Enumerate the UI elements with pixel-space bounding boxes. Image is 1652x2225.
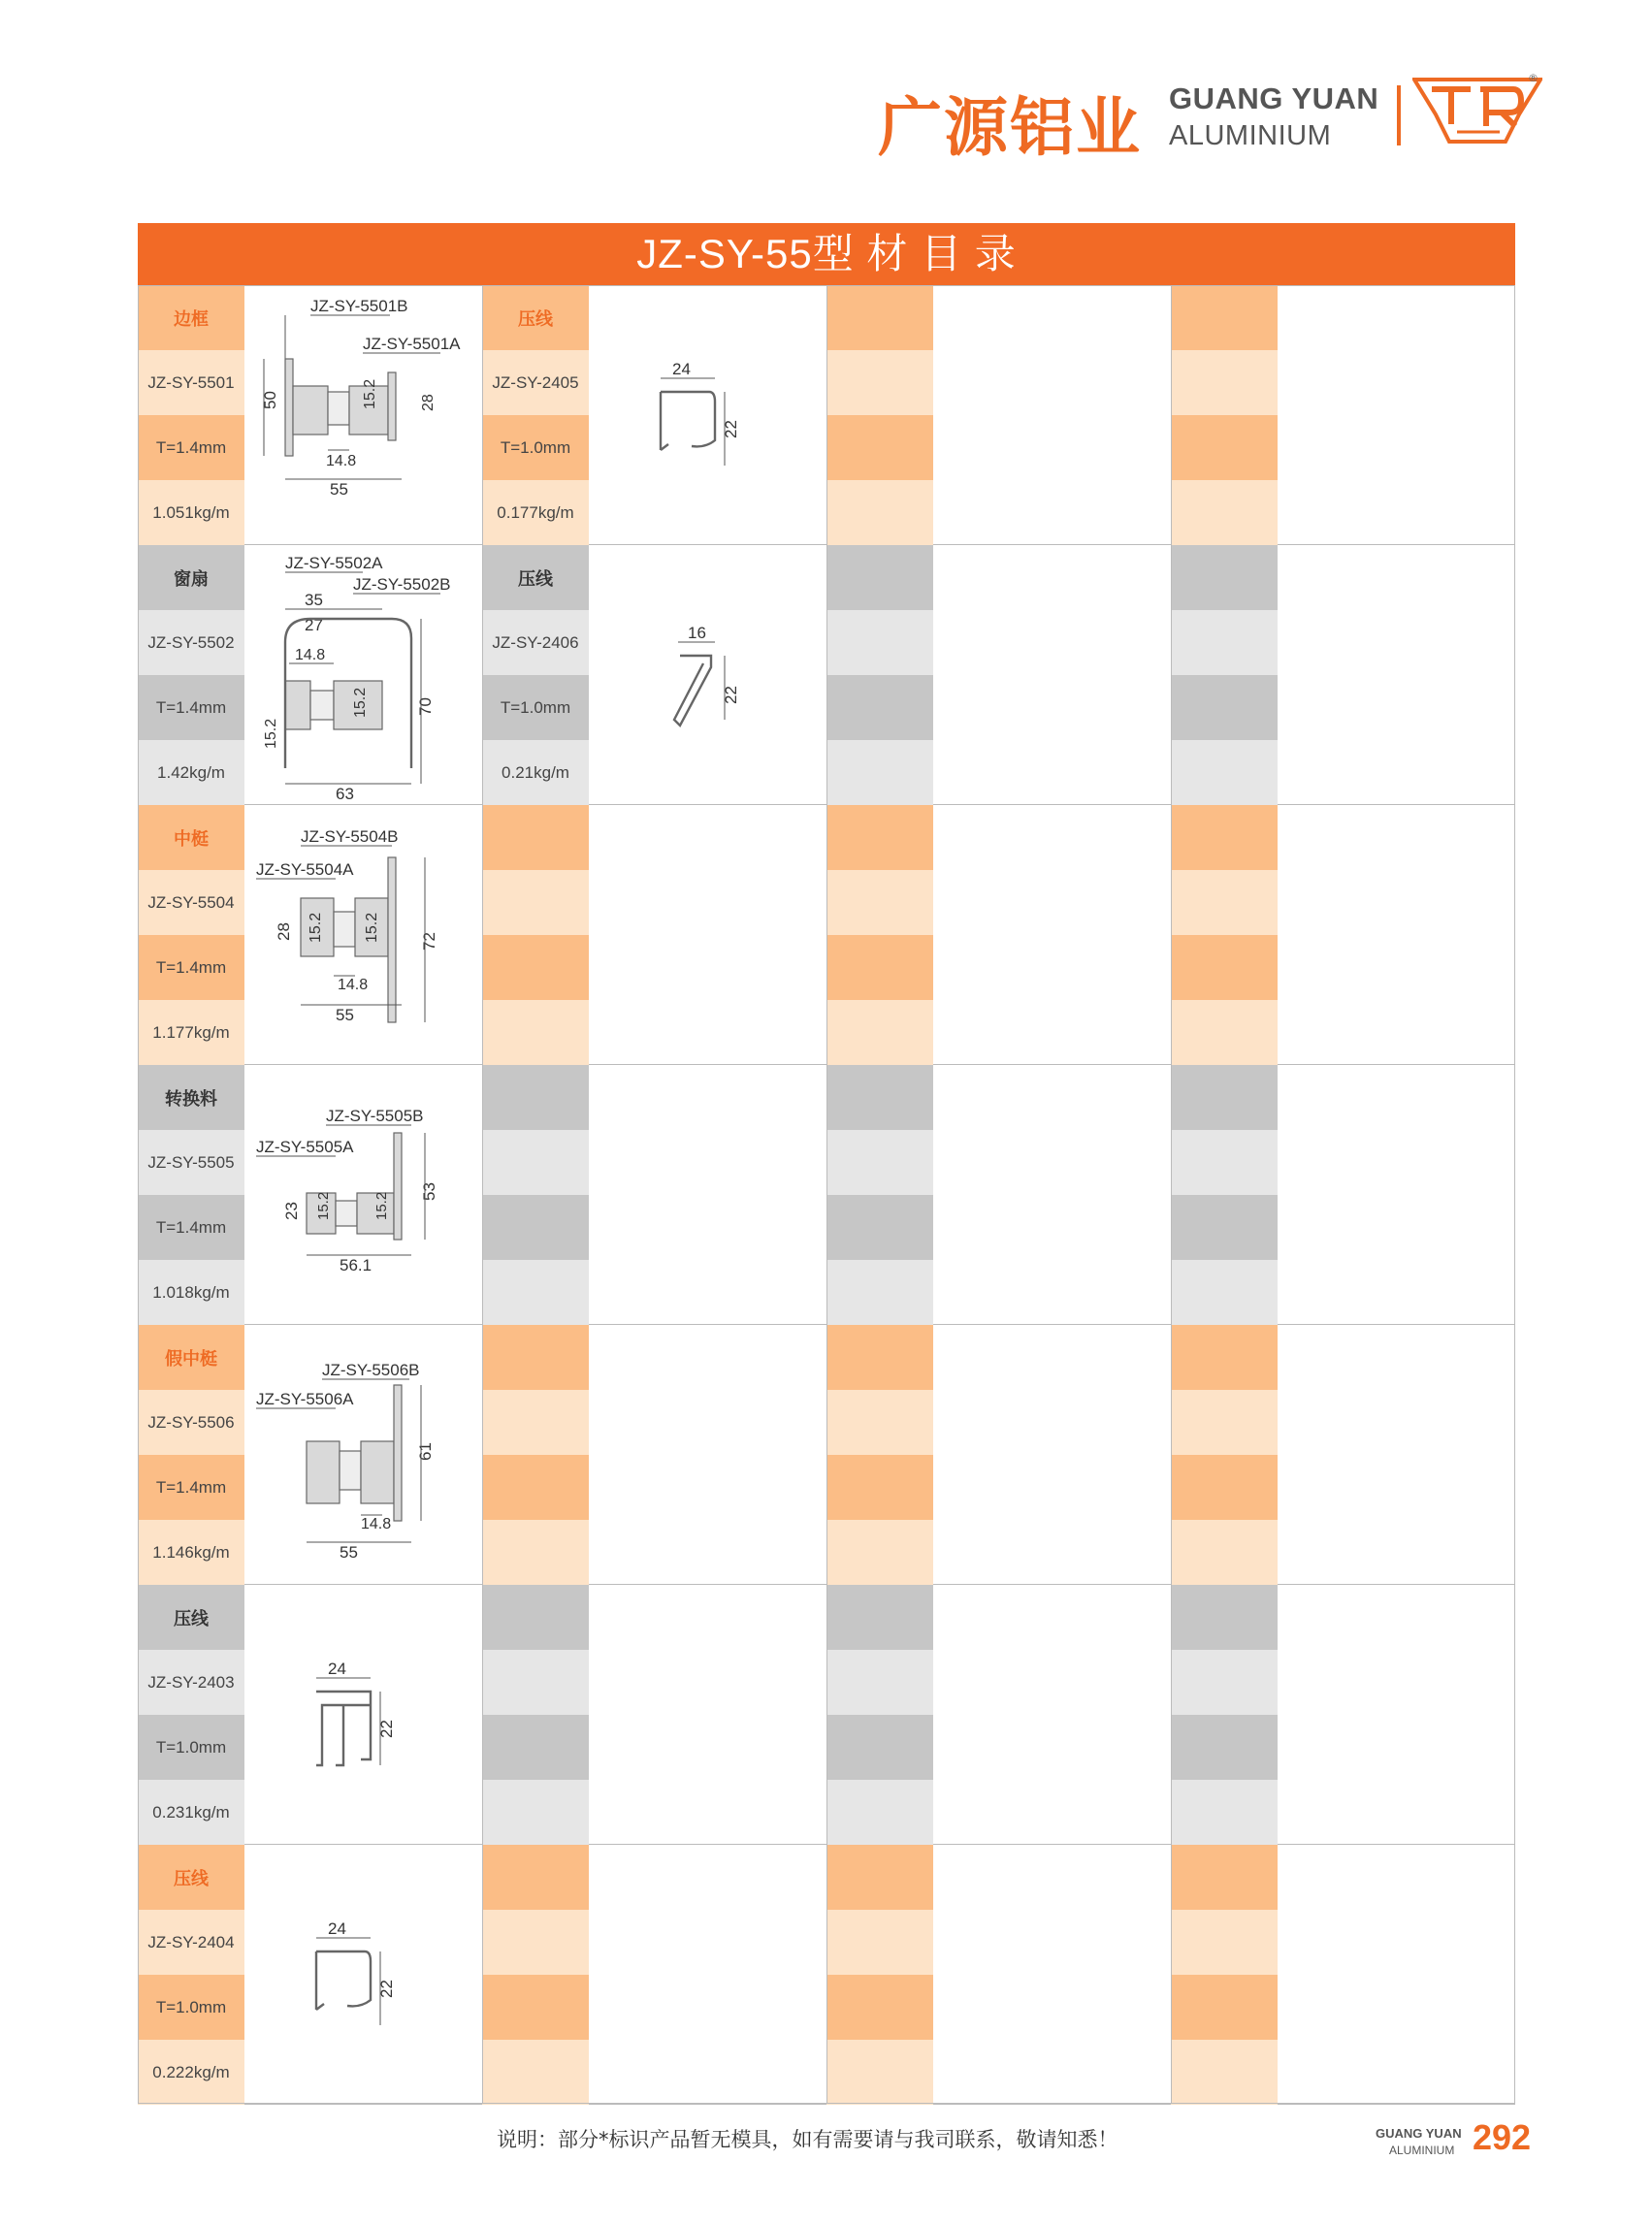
product-block	[826, 1585, 1171, 1845]
product-thickness	[1171, 1455, 1278, 1520]
product-name	[482, 1585, 589, 1650]
dimension-label: 15.2	[308, 912, 324, 943]
product-name: 压线	[482, 545, 589, 610]
product-name	[1171, 1585, 1278, 1650]
catalog-column	[482, 285, 826, 2104]
product-block	[826, 285, 1171, 545]
product-code	[482, 1650, 589, 1715]
product-thickness: T=1.4mm	[138, 1195, 244, 1260]
dimension-label: 22	[722, 420, 740, 438]
product-name	[482, 1845, 589, 1910]
profile-part-label: JZ-SY-5502A	[285, 554, 383, 572]
product-name	[1171, 1065, 1278, 1130]
product-weight	[826, 1520, 933, 1585]
product-weight	[482, 1780, 589, 1845]
profile-part-label: JZ-SY-5506A	[256, 1390, 354, 1408]
product-block	[482, 805, 826, 1065]
product-block	[1171, 1585, 1515, 1845]
product-code: JZ-SY-5506	[138, 1390, 244, 1455]
product-code	[1171, 1650, 1278, 1715]
product-name	[482, 1065, 589, 1130]
product-block	[1171, 285, 1515, 545]
brand-name-cn: 广源铝业	[878, 90, 1142, 165]
dimension-label: 14.8	[295, 647, 326, 663]
product-code	[826, 870, 933, 935]
dimension-label: 55	[330, 480, 348, 499]
product-name	[482, 1325, 589, 1390]
product-thickness	[1171, 415, 1278, 480]
product-thickness	[826, 1455, 933, 1520]
product-thickness	[482, 1455, 589, 1520]
dimension-label: 24	[672, 360, 691, 378]
product-thickness	[482, 1715, 589, 1780]
product-code	[482, 1910, 589, 1975]
product-weight: 0.21kg/m	[482, 740, 589, 805]
product-weight	[1171, 480, 1278, 545]
dimension-label: 14.8	[361, 1516, 392, 1532]
product-thickness: T=1.0mm	[138, 1715, 244, 1780]
product-code	[826, 610, 933, 675]
dimension-label: 15.2	[352, 687, 369, 718]
product-block	[482, 1845, 826, 2105]
product-name	[826, 285, 933, 350]
catalog-table	[138, 223, 1515, 2104]
product-name: 假中梃	[138, 1325, 244, 1390]
product-block	[1171, 1845, 1515, 2105]
product-block	[1171, 1325, 1515, 1585]
product-block	[138, 805, 482, 1065]
product-thickness	[826, 1975, 933, 2040]
product-block	[482, 1585, 826, 1845]
dimension-label: 22	[722, 686, 740, 704]
product-thickness	[826, 1715, 933, 1780]
product-thickness	[1171, 675, 1278, 740]
product-block	[138, 1585, 482, 1845]
product-weight	[482, 2040, 589, 2105]
profile-drawing	[246, 285, 481, 544]
product-code	[826, 1390, 933, 1455]
brand-name-en-line2: ALUMINIUM	[1169, 120, 1332, 151]
product-block	[1171, 805, 1515, 1065]
product-weight: 1.42kg/m	[138, 740, 244, 805]
product-weight	[482, 1520, 589, 1585]
product-thickness	[1171, 1715, 1278, 1780]
product-block	[826, 545, 1171, 805]
brand-divider	[1397, 85, 1401, 145]
product-weight	[1171, 1260, 1278, 1325]
dimension-label: 22	[377, 1980, 396, 1998]
dimension-label: 27	[305, 616, 323, 634]
catalog-column	[826, 285, 1171, 2104]
column-divider	[826, 285, 827, 2104]
registered-mark: ®	[1528, 72, 1539, 84]
dimension-label: 70	[416, 697, 435, 716]
product-weight	[826, 1260, 933, 1325]
product-name	[1171, 1325, 1278, 1390]
profile-part-label: JZ-SY-5505A	[256, 1138, 354, 1156]
product-block	[826, 1325, 1171, 1585]
footer-note: 说明：部分*标识产品暂无模具，如有需要请与我司联系，敬请知悉！	[497, 2128, 1118, 2151]
product-name: 压线	[482, 285, 589, 350]
brand-name-en-line1: GUANG YUAN	[1169, 81, 1379, 115]
product-weight	[1171, 1520, 1278, 1585]
dimension-label: 55	[336, 1006, 354, 1024]
product-weight	[482, 1000, 589, 1065]
dimension-label: 28	[420, 394, 437, 411]
product-weight: 0.231kg/m	[138, 1780, 244, 1845]
gy-logo-icon	[1412, 76, 1542, 145]
profile-drawing	[591, 285, 826, 544]
product-code	[1171, 1390, 1278, 1455]
product-thickness	[1171, 1975, 1278, 2040]
product-weight	[1171, 1780, 1278, 1845]
product-code: JZ-SY-2405	[482, 350, 589, 415]
product-weight	[1171, 1000, 1278, 1065]
product-block	[1171, 1065, 1515, 1325]
product-thickness	[482, 1975, 589, 2040]
profile-drawing	[246, 1845, 481, 2104]
profile-drawing	[246, 545, 481, 804]
product-weight	[826, 480, 933, 545]
product-name: 压线	[138, 1845, 244, 1910]
product-name: 转换料	[138, 1065, 244, 1130]
product-block	[138, 1065, 482, 1325]
profile-part-label: JZ-SY-5506B	[322, 1361, 420, 1379]
profile-part-label: JZ-SY-5505B	[326, 1107, 424, 1125]
dimension-label: 15.2	[315, 1191, 332, 1220]
product-code	[1171, 1910, 1278, 1975]
product-name	[826, 1845, 933, 1910]
product-weight: 0.222kg/m	[138, 2040, 244, 2105]
catalog-grid	[138, 285, 1515, 2104]
dimension-label: 22	[377, 1720, 396, 1738]
profile-part-label: JZ-SY-5501A	[363, 335, 461, 353]
product-code	[826, 1130, 933, 1195]
product-code	[1171, 350, 1278, 415]
product-code	[826, 1910, 933, 1975]
dimension-label: 15.2	[364, 912, 380, 943]
product-thickness: T=1.4mm	[138, 1455, 244, 1520]
product-name: 边框	[138, 285, 244, 350]
product-block	[826, 1845, 1171, 2105]
dimension-label: 50	[261, 391, 279, 409]
profile-drawing	[591, 545, 826, 804]
catalog-column	[1171, 285, 1515, 2104]
product-name	[826, 1325, 933, 1390]
dimension-label: 55	[340, 1543, 358, 1562]
product-name	[1171, 1845, 1278, 1910]
product-weight: 1.177kg/m	[138, 1000, 244, 1065]
product-code: JZ-SY-2404	[138, 1910, 244, 1975]
dimension-label: 56.1	[340, 1256, 373, 1274]
product-block	[482, 545, 826, 805]
page-number: 292	[1473, 2117, 1532, 2157]
product-name: 中梃	[138, 805, 244, 870]
product-code: JZ-SY-5505	[138, 1130, 244, 1195]
product-code: JZ-SY-5501	[138, 350, 244, 415]
product-name	[482, 805, 589, 870]
product-thickness: T=1.0mm	[482, 675, 589, 740]
product-name	[826, 545, 933, 610]
product-weight	[826, 2040, 933, 2105]
product-name	[1171, 285, 1278, 350]
profile-part-label: JZ-SY-5504B	[301, 827, 399, 846]
product-thickness: T=1.0mm	[138, 1975, 244, 2040]
product-code: JZ-SY-5504	[138, 870, 244, 935]
dimension-label: 53	[420, 1182, 438, 1201]
product-weight: 1.018kg/m	[138, 1260, 244, 1325]
profile-drawing	[246, 1585, 481, 1844]
product-weight: 1.051kg/m	[138, 480, 244, 545]
product-code	[1171, 870, 1278, 935]
product-name	[826, 1065, 933, 1130]
product-name: 窗扇	[138, 545, 244, 610]
product-thickness: T=1.4mm	[138, 675, 244, 740]
dimension-label: 28	[275, 922, 293, 941]
product-name	[826, 805, 933, 870]
dimension-label: 24	[328, 1660, 346, 1678]
product-thickness: T=1.4mm	[138, 415, 244, 480]
product-weight: 0.177kg/m	[482, 480, 589, 545]
product-code	[482, 1390, 589, 1455]
profile-part-label: JZ-SY-5501B	[310, 297, 408, 315]
dimension-label: 63	[336, 785, 354, 803]
product-code: JZ-SY-2403	[138, 1650, 244, 1715]
product-weight	[826, 1780, 933, 1845]
product-weight	[482, 1260, 589, 1325]
profile-drawing	[246, 1325, 481, 1584]
product-block	[1171, 545, 1515, 805]
product-name	[826, 1585, 933, 1650]
product-weight	[1171, 740, 1278, 805]
product-thickness: T=1.0mm	[482, 415, 589, 480]
dimension-label: 15.2	[373, 1191, 390, 1220]
profile-part-label: JZ-SY-5502B	[353, 575, 451, 594]
product-weight	[826, 1000, 933, 1065]
product-block	[826, 805, 1171, 1065]
dimension-label: 24	[328, 1919, 346, 1938]
product-thickness	[1171, 935, 1278, 1000]
product-thickness	[826, 415, 933, 480]
product-name	[1171, 545, 1278, 610]
product-weight	[1171, 2040, 1278, 2105]
product-thickness	[482, 935, 589, 1000]
product-code	[482, 870, 589, 935]
dimension-label: 15.2	[362, 378, 378, 409]
profile-part-label: JZ-SY-5504A	[256, 860, 354, 879]
product-name	[1171, 805, 1278, 870]
column-divider	[482, 285, 483, 2104]
dimension-label: 14.8	[326, 453, 357, 469]
product-thickness	[826, 675, 933, 740]
dimension-label: 23	[282, 1202, 301, 1220]
product-thickness	[482, 1195, 589, 1260]
catalog-column	[138, 285, 482, 2104]
product-thickness: T=1.4mm	[138, 935, 244, 1000]
product-weight	[826, 740, 933, 805]
product-thickness	[826, 1195, 933, 1260]
product-code	[482, 1130, 589, 1195]
product-block	[138, 285, 482, 545]
product-weight: 1.146kg/m	[138, 1520, 244, 1585]
dimension-label: 16	[688, 624, 706, 642]
product-block	[482, 285, 826, 545]
product-code	[1171, 1130, 1278, 1195]
product-code: JZ-SY-5502	[138, 610, 244, 675]
footer-brand-line2: ALUMINIUM	[1389, 2144, 1455, 2157]
profile-drawing	[246, 1065, 481, 1324]
dimension-label: 15.2	[263, 718, 279, 749]
dimension-label: 35	[305, 591, 323, 609]
product-block	[826, 1065, 1171, 1325]
product-name: 压线	[138, 1585, 244, 1650]
footer-brand-line1: GUANG YUAN	[1376, 2126, 1462, 2141]
product-block	[138, 545, 482, 805]
product-thickness	[1171, 1195, 1278, 1260]
product-code	[1171, 610, 1278, 675]
product-code	[826, 350, 933, 415]
dimension-label: 14.8	[338, 977, 369, 993]
column-divider	[1171, 285, 1172, 2104]
dimension-label: 61	[416, 1442, 435, 1461]
product-block	[482, 1325, 826, 1585]
product-code: JZ-SY-2406	[482, 610, 589, 675]
dimension-label: 72	[420, 932, 438, 951]
product-block	[138, 1325, 482, 1585]
product-thickness	[826, 935, 933, 1000]
catalog-title: JZ-SY-55型 材 目 录	[138, 223, 1515, 285]
product-block	[482, 1065, 826, 1325]
profile-drawing	[246, 805, 481, 1064]
product-block	[138, 1845, 482, 2105]
product-code	[826, 1650, 933, 1715]
